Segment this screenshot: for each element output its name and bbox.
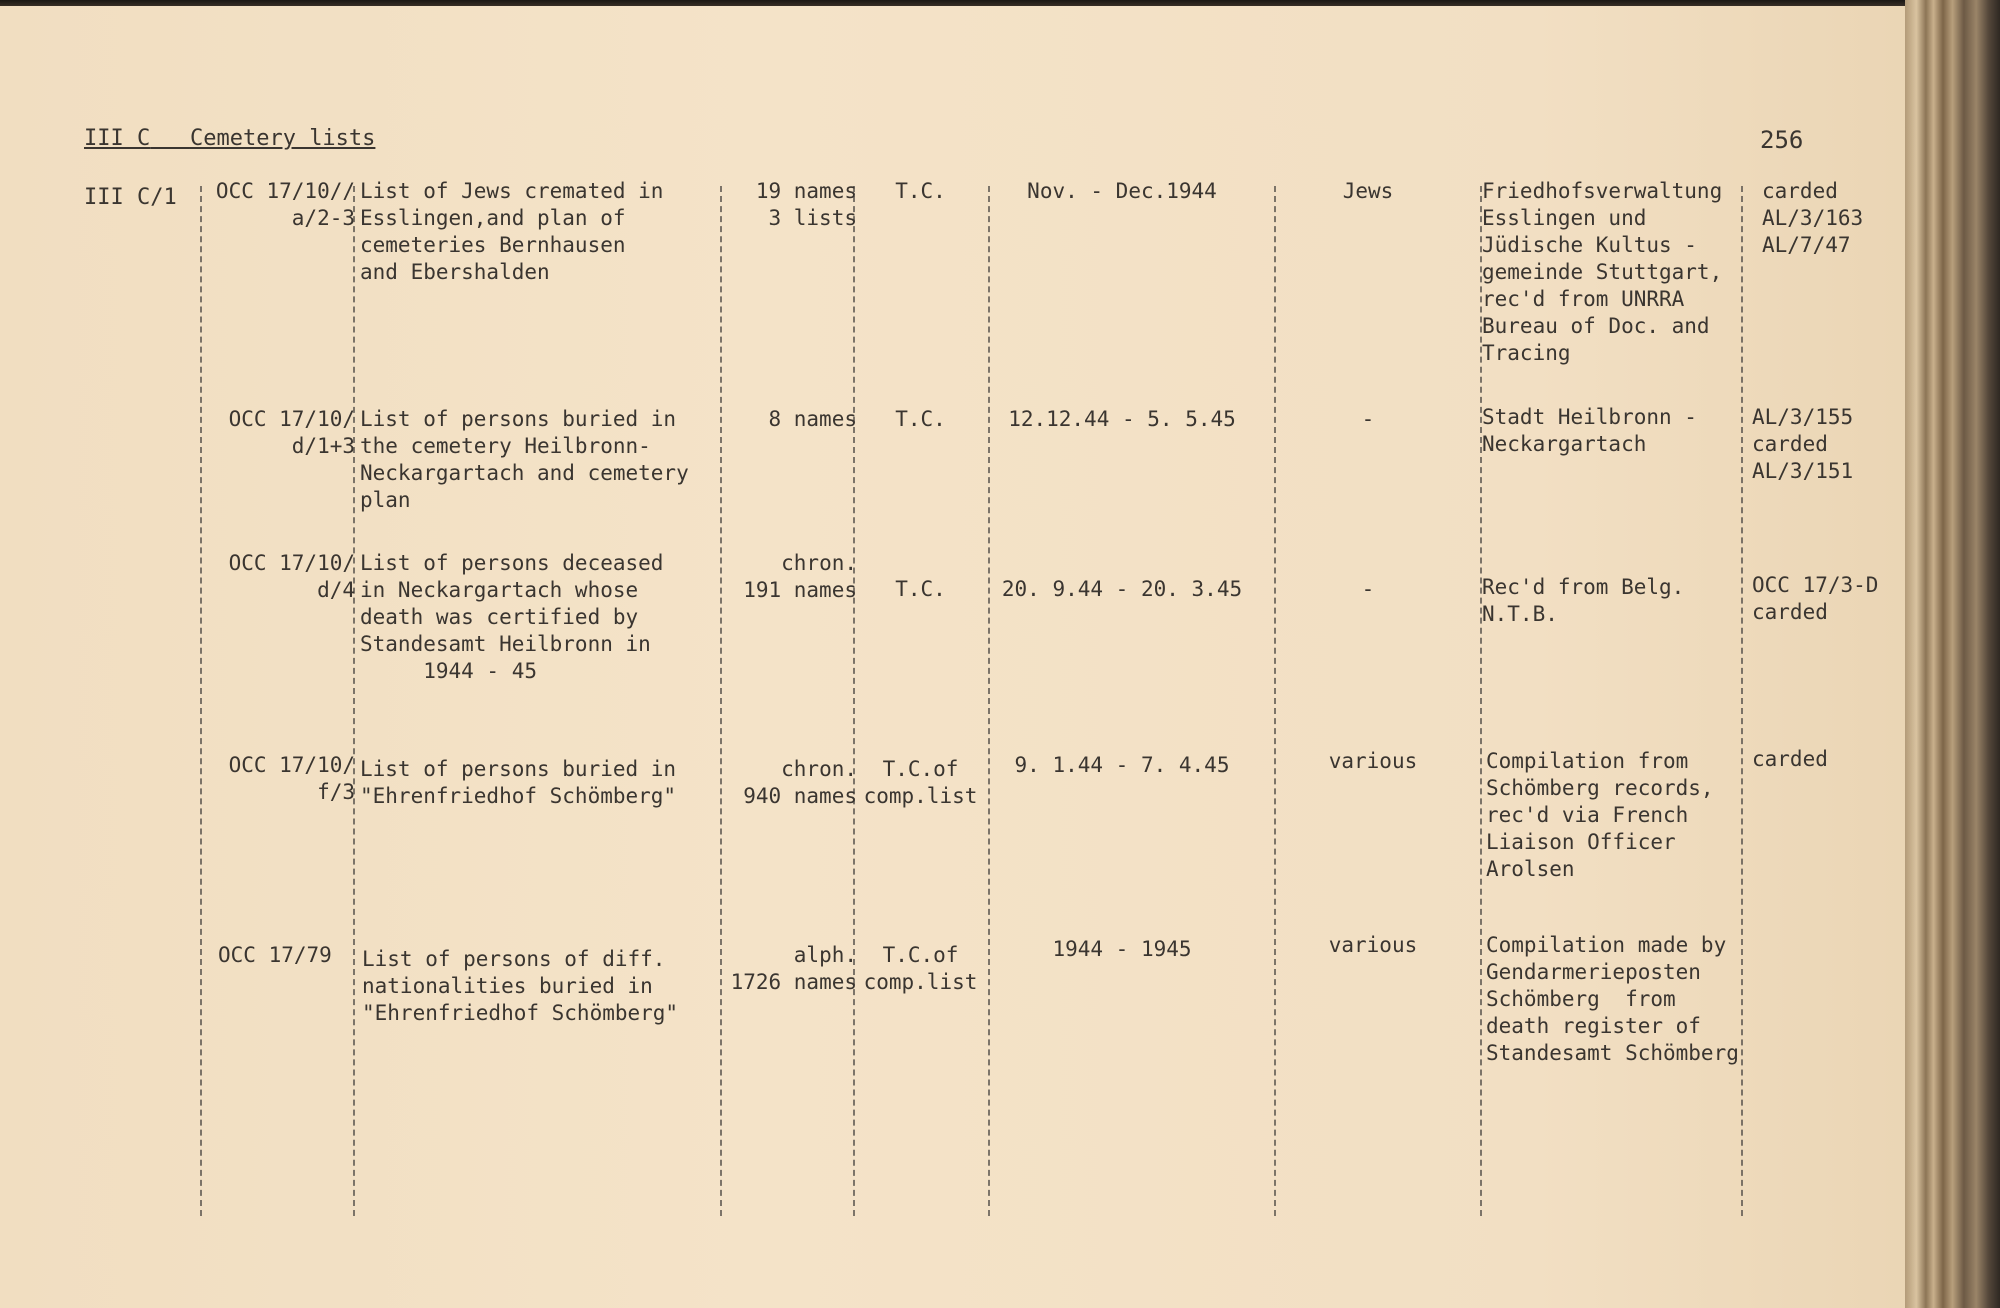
row-type: T.C.of comp.list bbox=[863, 943, 978, 994]
row-category: - bbox=[1361, 577, 1375, 601]
row-description: List of persons deceased in Neckargartach whose death was certified by Standesamt Heilbronn in 1944 - 45 bbox=[360, 551, 664, 683]
row-ref: OCC 17/10// a/2-3 bbox=[215, 179, 355, 230]
row-count: chron. 191 names bbox=[743, 551, 857, 602]
row-ref: OCC 17/79 bbox=[218, 943, 332, 967]
column-rule bbox=[853, 186, 855, 1216]
row-source: Friedhofsverwaltung Esslingen und Jüdische Kultus - gemeinde Stuttgart, rec'd from UNRRA Bureau of Doc. and Tracing bbox=[1482, 179, 1723, 365]
row-category: - bbox=[1361, 407, 1375, 431]
ledger-page bbox=[0, 6, 1920, 1308]
row-type: T.C.of comp.list bbox=[863, 757, 978, 808]
row-description: List of persons buried in the cemetery Heilbronn- Neckargartach and cemetery plan bbox=[360, 407, 689, 512]
row-count: 19 names 3 lists bbox=[755, 179, 857, 230]
row-status: OCC 17/3-D carded bbox=[1752, 573, 1879, 624]
row-status: AL/3/155 carded AL/3/151 bbox=[1752, 405, 1854, 483]
section-header bbox=[84, 126, 375, 151]
row-ref: OCC 17/10/ d/4 bbox=[228, 551, 355, 602]
column-rule bbox=[988, 186, 990, 1216]
column-rule bbox=[200, 186, 202, 1216]
column-rule bbox=[353, 186, 355, 1216]
column-rule bbox=[1274, 186, 1276, 1216]
group-label: III C/1 bbox=[84, 185, 177, 210]
row-period: 12.12.44 - 5. 5.45 bbox=[1008, 407, 1236, 431]
row-type: T.C. bbox=[895, 407, 946, 431]
row-period: 1944 - 1945 bbox=[1052, 937, 1192, 961]
page-number: 256 bbox=[1760, 126, 1804, 154]
row-type: T.C. bbox=[895, 179, 946, 203]
row-ref: OCC 17/10/ d/1+3 bbox=[228, 407, 355, 458]
row-count: chron. 940 names bbox=[743, 757, 857, 808]
row-status: carded AL/3/163 AL/7/47 bbox=[1762, 179, 1864, 257]
row-period: Nov. - Dec.1944 bbox=[1027, 179, 1217, 203]
row-status: carded bbox=[1752, 747, 1828, 771]
row-source: Rec'd from Belg. N.T.B. bbox=[1482, 575, 1685, 626]
row-ref: OCC 17/10/ f/3 bbox=[228, 753, 355, 804]
row-count: 8 names bbox=[768, 407, 857, 431]
column-rule bbox=[720, 186, 722, 1216]
row-period: 9. 1.44 - 7. 4.45 bbox=[1014, 753, 1230, 777]
row-category: Jews bbox=[1342, 179, 1394, 203]
row-source: Stadt Heilbronn - Neckargartach bbox=[1482, 405, 1697, 456]
row-source: Compilation made by Gendarmerieposten Schömberg from death register of Standesamt Schömberg bbox=[1486, 933, 1739, 1065]
row-description: List of Jews cremated in Esslingen,and plan of cemeteries Bernhausen and Ebershalden bbox=[360, 179, 664, 284]
row-description: List of persons of diff. nationalities buried in "Ehrenfriedhof Schömberg" bbox=[362, 947, 679, 1025]
row-description: List of persons buried in "Ehrenfriedhof Schömberg" bbox=[360, 757, 677, 808]
row-count: alph. 1726 names bbox=[730, 943, 857, 994]
section-code: III C bbox=[84, 126, 151, 151]
section-title: Cemetery lists bbox=[189, 126, 376, 151]
book-page-edges bbox=[1905, 0, 2000, 1308]
row-category: various bbox=[1328, 933, 1418, 957]
row-period: 20. 9.44 - 20. 3.45 bbox=[1001, 577, 1243, 601]
row-source: Compilation from Schömberg records, rec'd via French Liaison Officer Arolsen bbox=[1486, 749, 1714, 881]
row-category: various bbox=[1328, 749, 1418, 773]
row-type: T.C. bbox=[895, 577, 946, 601]
column-rule bbox=[1741, 186, 1743, 1216]
